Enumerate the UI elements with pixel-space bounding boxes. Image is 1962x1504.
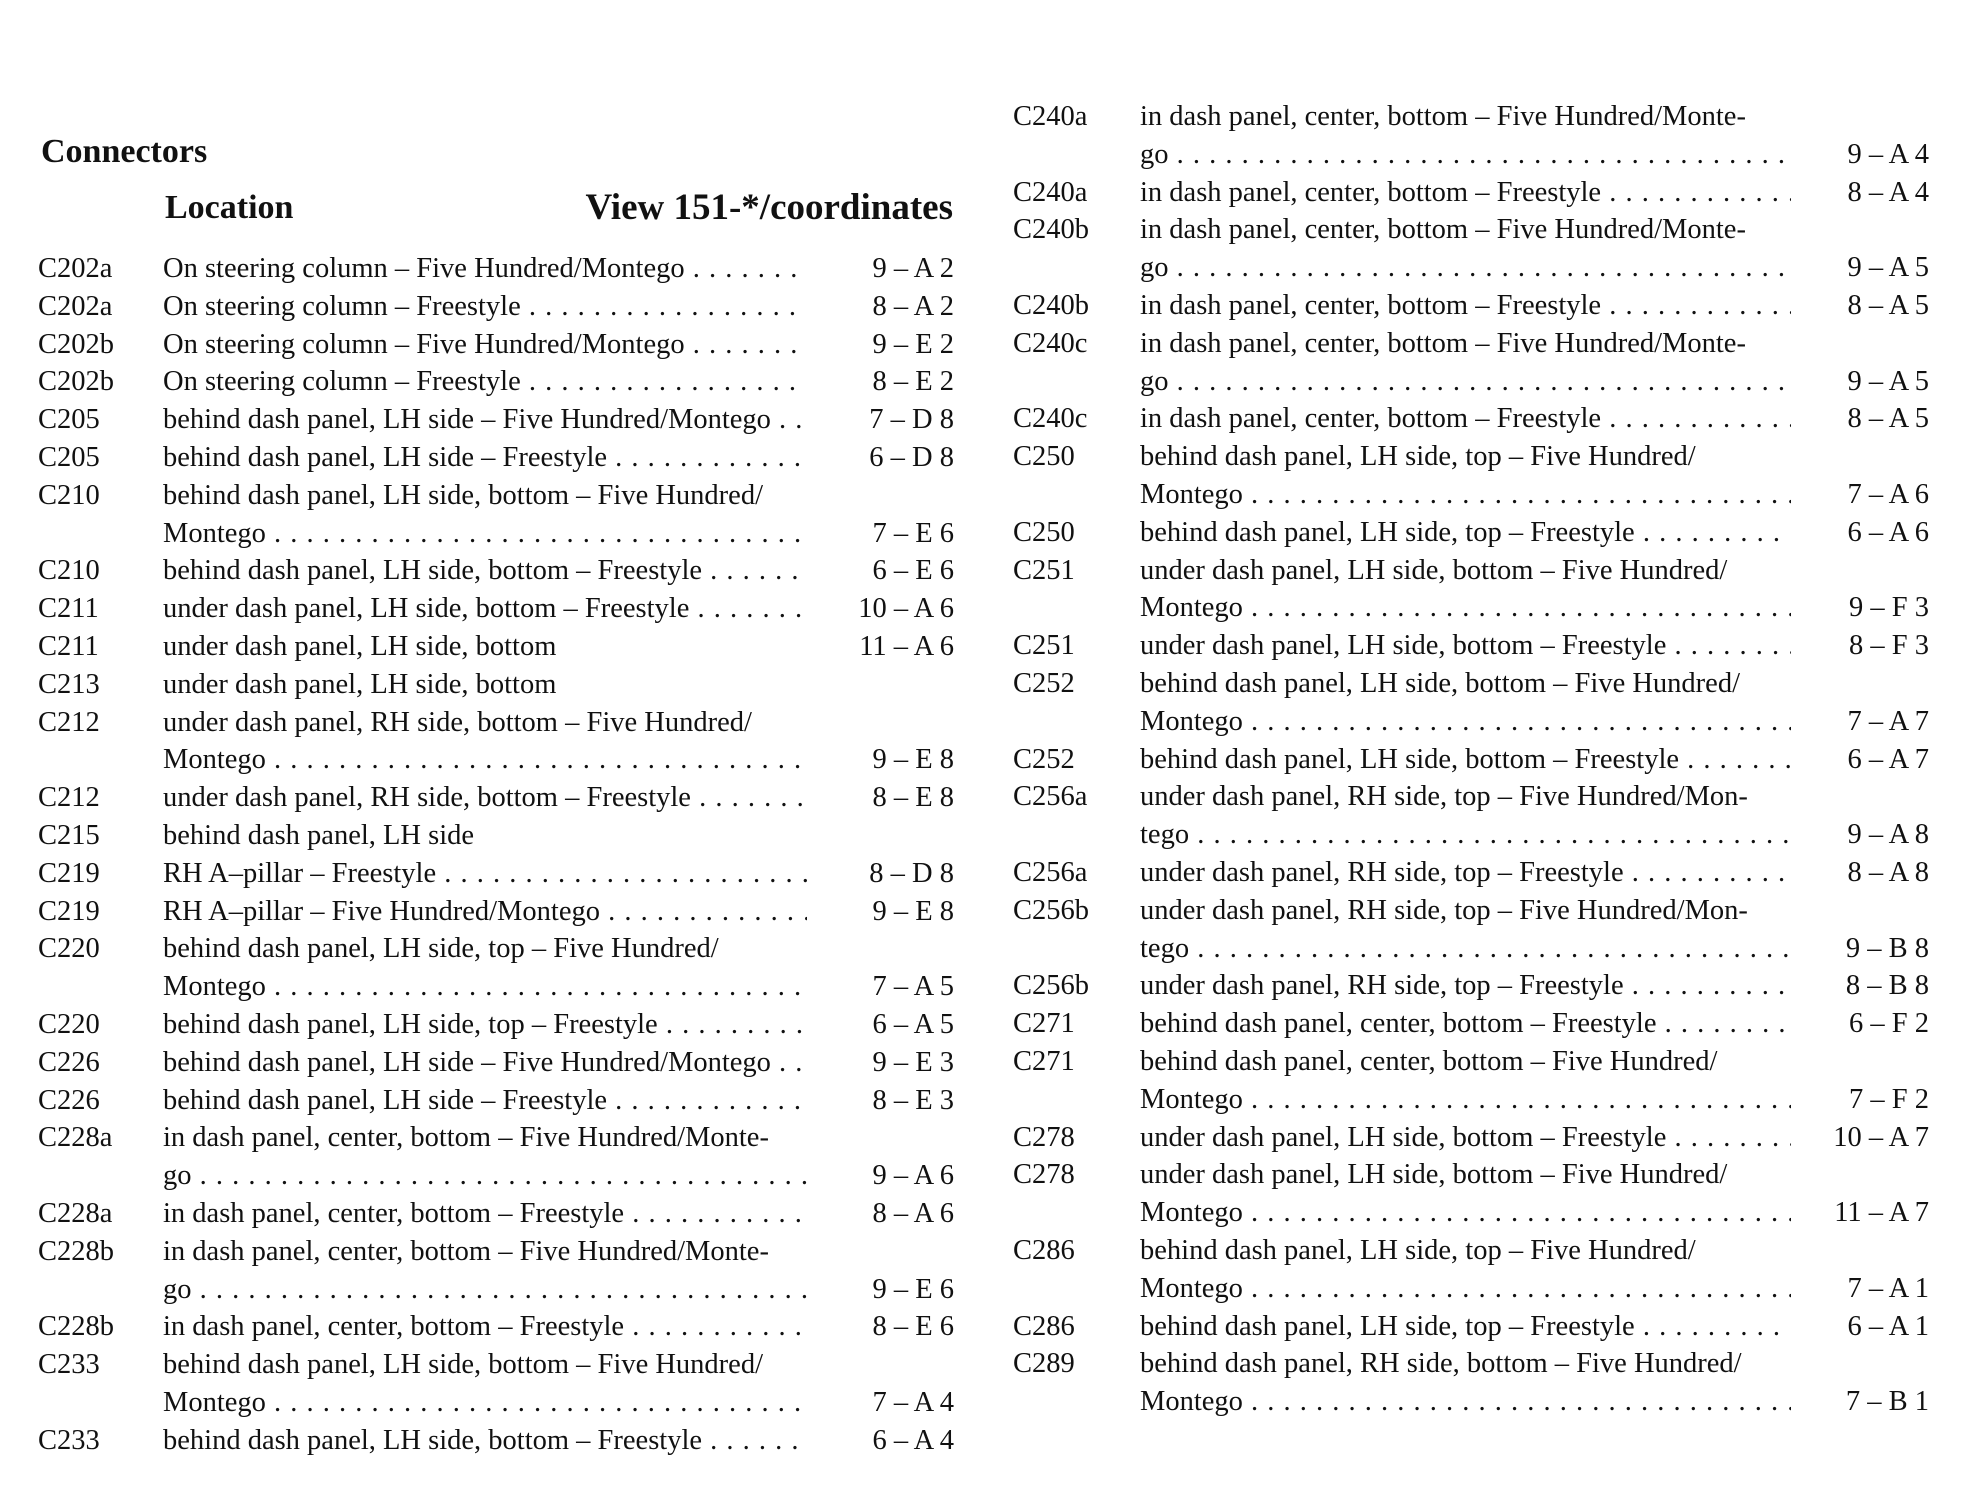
connector-id: C233: [38, 1424, 100, 1456]
connector-entry: [38, 477, 958, 553]
view-coordinate: 9 – E 8: [872, 744, 954, 776]
connector-id: C228a: [38, 1197, 113, 1229]
location-text-line: Montego . . .: [163, 968, 807, 1006]
location-text-line: Montego . . .: [1140, 1383, 1791, 1421]
connector-location: [1140, 967, 1791, 1005]
location-text-line: go . . .: [1140, 249, 1791, 287]
connector-location: [163, 779, 807, 817]
location-text-line: behind dash panel, LH side, top – Five Hundred/: [1140, 1234, 1696, 1266]
connector-entry: [38, 704, 958, 780]
connector-location: [1140, 1043, 1791, 1119]
connector-id: C212: [38, 706, 100, 738]
connector-entry: [1013, 1308, 1933, 1346]
location-text-line: RH A–pillar – Freestyle . . .: [163, 855, 807, 893]
connector-location: [163, 326, 807, 364]
view-coordinate: 6 – A 5: [872, 1008, 954, 1040]
connector-id: C213: [38, 668, 100, 700]
view-coordinate: 9 – F 3: [1849, 592, 1929, 624]
connector-id: C202b: [38, 366, 115, 398]
location-text-line: On steering column – Five Hundred/Montego . . .: [163, 326, 807, 364]
connector-location: [1140, 627, 1791, 665]
connector-id: C289: [1013, 1348, 1075, 1380]
connector-location: [1140, 1119, 1791, 1157]
connector-location: [1140, 174, 1791, 212]
location-text-line: Montego . . .: [1140, 1270, 1791, 1308]
connector-entry: [1013, 854, 1933, 892]
location-text-line: go . . .: [163, 1157, 807, 1195]
connector-id: C202a: [38, 290, 113, 322]
connector-location: [1140, 325, 1791, 401]
connector-id: C250: [1013, 441, 1075, 473]
location-text-line: in dash panel, center, bottom – Freestyle . . .: [163, 1308, 807, 1346]
connector-entry: [1013, 211, 1933, 287]
connector-location: [163, 439, 807, 477]
view-coordinate: 7 – D 8: [869, 404, 954, 436]
location-text-line: in dash panel, center, bottom – Freestyle . . .: [1140, 287, 1791, 325]
connector-id: C251: [1013, 554, 1075, 586]
connector-entry: [1013, 627, 1933, 665]
location-text-line: behind dash panel, center, bottom – Five Hundred/: [1140, 1045, 1718, 1077]
location-text-line: under dash panel, RH side, top – Five Hundred/Mon-: [1140, 894, 1748, 926]
view-coordinate: 10 – A 7: [1833, 1121, 1929, 1153]
view-coordinate: 7 – F 2: [1849, 1083, 1929, 1115]
location-text-line: tego . . .: [1140, 930, 1791, 968]
location-text-line: Montego . . .: [163, 741, 807, 779]
location-text-line: go . . .: [163, 1271, 807, 1309]
connector-entry: [38, 817, 958, 855]
view-coordinate: 9 – E 8: [872, 895, 954, 927]
location-text-line: behind dash panel, LH side, bottom – Freestyle . . .: [163, 1422, 807, 1460]
location-text-line: in dash panel, center, bottom – Five Hundred/Monte-: [1140, 101, 1746, 132]
connector-entry: [38, 326, 958, 364]
connector-entry: [1013, 552, 1933, 628]
location-text-line: go . . .: [1140, 363, 1791, 401]
location-text-line: behind dash panel, LH side, bottom – Freestyle . . .: [1140, 741, 1791, 779]
location-text-line: under dash panel, LH side, bottom: [163, 668, 557, 700]
connector-location: [1140, 287, 1791, 325]
view-coordinate: 8 – D 8: [869, 857, 954, 889]
view-coordinate: 8 – B 8: [1845, 970, 1929, 1002]
connector-id: C250: [1013, 516, 1075, 548]
connector-entry: [38, 1346, 958, 1422]
connector-id: C286: [1013, 1234, 1075, 1266]
connector-location: [163, 666, 807, 704]
connector-id: C205: [38, 441, 100, 473]
view-coordinate: 7 – A 5: [872, 971, 954, 1003]
location-text-line: On steering column – Freestyle . . .: [163, 288, 807, 326]
view-coordinate: 8 – A 5: [1847, 289, 1929, 321]
connector-location: [163, 1082, 807, 1120]
connector-id: C219: [38, 895, 100, 927]
location-text-line: behind dash panel, RH side, bottom – Five Hundred/: [1140, 1348, 1742, 1380]
view-coordinate: 9 – A 4: [1847, 138, 1929, 170]
view-coordinate: 7 – A 4: [872, 1386, 954, 1418]
connector-id: C256b: [1013, 894, 1090, 926]
location-text-line: behind dash panel, LH side, top – Five Hundred/: [1140, 441, 1696, 473]
location-text-line: in dash panel, center, bottom – Freestyle . . .: [163, 1195, 807, 1233]
connector-id: C252: [1013, 667, 1075, 699]
connector-location: [163, 893, 807, 931]
connector-entry: [38, 893, 958, 931]
view-coordinate: 8 – F 3: [1849, 630, 1929, 662]
connector-id: C256a: [1013, 781, 1088, 813]
connector-entry: [38, 628, 958, 666]
view-coordinate: 6 – F 2: [1849, 1008, 1929, 1040]
connector-location: [163, 288, 807, 326]
location-text-line: behind dash panel, LH side, top – Freestyle . . .: [1140, 514, 1791, 552]
location-text-line: Montego . . .: [1140, 1194, 1791, 1232]
connector-id: C228b: [38, 1235, 115, 1267]
connector-entry: [1013, 778, 1933, 854]
view-coordinate: 9 – A 5: [1847, 365, 1929, 397]
connector-id: C220: [38, 1008, 100, 1040]
connector-id: C240a: [1013, 101, 1088, 132]
location-text-line: behind dash panel, LH side – Five Hundred/Montego . . .: [163, 401, 807, 439]
location-text-line: behind dash panel, LH side – Freestyle . . .: [163, 1082, 807, 1120]
view-coordinate: 6 – A 6: [1847, 516, 1929, 548]
location-text-line: in dash panel, center, bottom – Five Hundred/Monte-: [1140, 214, 1746, 246]
view-coordinate: 8 – E 3: [872, 1084, 954, 1116]
connector-location: [163, 855, 807, 893]
connector-entry: [38, 1195, 958, 1233]
view-coordinate: 8 – A 2: [872, 290, 954, 322]
connector-id: C210: [38, 555, 100, 587]
connector-location: [163, 1233, 807, 1309]
location-text-line: Montego . . .: [163, 1384, 807, 1422]
connector-id: C210: [38, 479, 100, 511]
view-coordinate: 9 – A 6: [872, 1160, 954, 1192]
connector-id: C205: [38, 404, 100, 436]
location-text-line: under dash panel, RH side, top – Five Hundred/Mon-: [1140, 781, 1748, 813]
location-text-line: under dash panel, RH side, bottom – Five Hundred/: [163, 706, 752, 738]
connector-id: C252: [1013, 743, 1075, 775]
connector-entry: [1013, 1345, 1933, 1421]
location-text-line: behind dash panel, center, bottom – Freestyle . . .: [1140, 1005, 1791, 1043]
connector-entry: [1013, 287, 1933, 325]
view-coordinate: 7 – A 7: [1847, 705, 1929, 737]
connector-id: C256a: [1013, 856, 1088, 888]
connector-location: [1140, 211, 1791, 287]
view-coordinate: 8 – A 6: [872, 1197, 954, 1229]
location-text-line: behind dash panel, LH side – Five Hundred/Montego . . .: [163, 1044, 807, 1082]
connector-entry: [1013, 514, 1933, 552]
connector-location: [163, 1422, 807, 1460]
connector-id: C256b: [1013, 970, 1090, 1002]
right-connector-list: [1013, 98, 1933, 1421]
section-title: Connectors: [41, 133, 208, 170]
connector-id: C215: [38, 819, 100, 851]
location-text-line: under dash panel, RH side, top – Freestyle . . .: [1140, 854, 1791, 892]
view-coordinate: 11 – A 7: [1834, 1197, 1929, 1229]
view-coordinate: 8 – E 6: [872, 1311, 954, 1343]
connector-location: [163, 1119, 807, 1195]
view-coordinate: 9 – E 3: [872, 1046, 954, 1078]
connector-id: C251: [1013, 630, 1075, 662]
location-text-line: behind dash panel, LH side, top – Five Hundred/: [163, 933, 719, 965]
connector-entry: [1013, 1119, 1933, 1157]
view-coordinate: 8 – A 8: [1847, 856, 1929, 888]
connector-entry: [38, 401, 958, 439]
connector-location: [163, 250, 807, 288]
view-coordinate: 7 – B 1: [1845, 1386, 1929, 1418]
connector-id: C278: [1013, 1121, 1075, 1153]
connector-location: [1140, 98, 1791, 174]
connector-entry: [38, 1233, 958, 1309]
location-text-line: go . . .: [1140, 136, 1791, 174]
connector-id: C212: [38, 782, 100, 814]
location-text-line: under dash panel, LH side, bottom – Five Hundred/: [1140, 1159, 1728, 1191]
view-coordinate: 7 – A 6: [1847, 478, 1929, 510]
connector-entry: [38, 250, 958, 288]
connector-entry: [1013, 1005, 1933, 1043]
view-coordinate: 6 – A 7: [1847, 743, 1929, 775]
connector-entry: [38, 363, 958, 401]
connector-entry: [1013, 98, 1933, 174]
connector-entry: [1013, 438, 1933, 514]
view-coordinate: 8 – E 2: [872, 366, 954, 398]
location-text-line: behind dash panel, LH side, top – Freestyle . . .: [1140, 1308, 1791, 1346]
connector-entry: [38, 930, 958, 1006]
connector-location: [163, 363, 807, 401]
connector-id: C211: [38, 593, 99, 625]
connector-id: C202b: [38, 328, 115, 360]
connector-id: C226: [38, 1046, 100, 1078]
location-text-line: Montego . . .: [163, 515, 807, 553]
connector-entry: [1013, 665, 1933, 741]
view-coordinate: 9 – A 8: [1847, 819, 1929, 851]
location-text-line: under dash panel, LH side, bottom – Five Hundred/: [1140, 554, 1728, 586]
location-text-line: behind dash panel, LH side, bottom – Freestyle . . .: [163, 552, 807, 590]
location-text-line: in dash panel, center, bottom – Five Hundred/Monte-: [163, 1235, 769, 1267]
view-coordinate: 11 – A 6: [859, 630, 954, 662]
location-text-line: behind dash panel, LH side: [163, 819, 475, 851]
connector-entry: [38, 1044, 958, 1082]
connector-entry: [38, 1082, 958, 1120]
connector-location: [163, 817, 807, 855]
connector-id: C219: [38, 857, 100, 889]
view-coordinate: 6 – A 4: [872, 1424, 954, 1456]
connector-location: [1140, 1345, 1791, 1421]
location-text-line: in dash panel, center, bottom – Freestyle . . .: [1140, 174, 1791, 212]
view-coordinate: 7 – E 6: [872, 517, 954, 549]
connector-location: [163, 401, 807, 439]
connector-id: C233: [38, 1349, 100, 1381]
connector-location: [163, 1346, 807, 1422]
connector-id: C271: [1013, 1008, 1075, 1040]
view-coordinate: 9 – E 2: [872, 328, 954, 360]
location-text-line: behind dash panel, LH side, bottom – Five Hundred/: [163, 1349, 763, 1381]
location-text-line: behind dash panel, LH side, bottom – Five Hundred/: [163, 479, 763, 511]
connector-id: C228a: [38, 1122, 113, 1154]
view-coordinate: 8 – A 5: [1847, 403, 1929, 435]
connector-location: [1140, 892, 1791, 968]
location-text-line: On steering column – Freestyle . . .: [163, 363, 807, 401]
connector-location: [1140, 1308, 1791, 1346]
location-text-line: Montego . . .: [1140, 1081, 1791, 1119]
connector-id: C226: [38, 1084, 100, 1116]
connector-entry: [38, 1422, 958, 1460]
connector-id: C271: [1013, 1045, 1075, 1077]
connector-location: [163, 552, 807, 590]
connector-entry: [1013, 325, 1933, 401]
connector-entry: [1013, 1156, 1933, 1232]
connector-id: C211: [38, 630, 99, 662]
connector-location: [163, 628, 807, 666]
connector-entry: [1013, 1232, 1933, 1308]
connector-location: [1140, 665, 1791, 741]
connector-location: [1140, 778, 1791, 854]
connector-entry: [1013, 741, 1933, 779]
connector-entry: [38, 590, 958, 628]
location-text-line: in dash panel, center, bottom – Five Hundred/Monte-: [163, 1122, 769, 1154]
view-coordinate: 10 – A 6: [858, 593, 954, 625]
connector-location: [163, 1308, 807, 1346]
connector-entry: [38, 666, 958, 704]
connector-id: C228b: [38, 1311, 115, 1343]
view-coordinate: 6 – E 6: [872, 555, 954, 587]
view-coordinate: 9 – B 8: [1845, 932, 1929, 964]
connector-entry: [38, 1119, 958, 1195]
connector-id: C286: [1013, 1310, 1075, 1342]
connector-entry: [1013, 892, 1933, 968]
connector-location: [163, 1006, 807, 1044]
location-column-header: Location: [165, 189, 294, 226]
connector-location: [1140, 741, 1791, 779]
connector-id: C240a: [1013, 176, 1088, 208]
connector-entry: [38, 1308, 958, 1346]
connector-id: C220: [38, 933, 100, 965]
location-text-line: behind dash panel, LH side, bottom – Five Hundred/: [1140, 667, 1740, 699]
connector-id: C202a: [38, 253, 113, 284]
location-text-line: On steering column – Five Hundred/Montego . . .: [163, 250, 807, 288]
connector-id: C278: [1013, 1159, 1075, 1191]
left-connector-list: [38, 250, 958, 1460]
location-text-line: tego . . .: [1140, 816, 1791, 854]
connector-entry: [38, 288, 958, 326]
connector-id: C240c: [1013, 403, 1088, 435]
connector-location: [1140, 400, 1791, 438]
location-text-line: RH A–pillar – Five Hundred/Montego . . .: [163, 893, 807, 931]
connector-id: C240b: [1013, 289, 1090, 321]
location-text-line: Montego . . .: [1140, 703, 1791, 741]
view-coordinate: 8 – E 8: [872, 782, 954, 814]
location-text-line: under dash panel, RH side, bottom – Freestyle . . .: [163, 779, 807, 817]
location-text-line: in dash panel, center, bottom – Freestyle . . .: [1140, 400, 1791, 438]
location-text-line: behind dash panel, LH side – Freestyle . . .: [163, 439, 807, 477]
location-text-line: under dash panel, LH side, bottom – Freestyle . . .: [163, 590, 807, 628]
connector-location: [1140, 1232, 1791, 1308]
location-text-line: behind dash panel, LH side, top – Freestyle . . .: [163, 1006, 807, 1044]
location-text-line: Montego . . .: [1140, 589, 1791, 627]
view-coordinate: 6 – A 1: [1847, 1310, 1929, 1342]
view-coordinates-column-header: View 151-*/coordinates: [585, 187, 953, 228]
view-coordinate: 9 – E 6: [872, 1273, 954, 1305]
view-coordinate: 7 – A 1: [1847, 1272, 1929, 1304]
connector-entry: [38, 1006, 958, 1044]
connector-entry: [1013, 1043, 1933, 1119]
connector-entry: [38, 439, 958, 477]
connector-location: [1140, 1005, 1791, 1043]
connector-location: [163, 930, 807, 1006]
connector-entry: [1013, 400, 1933, 438]
connector-location: [163, 1195, 807, 1233]
location-text-line: in dash panel, center, bottom – Five Hundred/Monte-: [1140, 327, 1746, 359]
location-text-line: under dash panel, RH side, top – Freestyle . . .: [1140, 967, 1791, 1005]
connector-entry: [38, 552, 958, 590]
connector-entry: [38, 855, 958, 893]
connector-id: C240b: [1013, 214, 1090, 246]
connector-entry: [1013, 174, 1933, 212]
view-coordinate: 8 – A 4: [1847, 176, 1929, 208]
location-text-line: under dash panel, LH side, bottom – Freestyle . . .: [1140, 627, 1791, 665]
connector-location: [163, 1044, 807, 1082]
connector-id: C240c: [1013, 327, 1088, 359]
location-text-line: under dash panel, LH side, bottom – Freestyle . . .: [1140, 1119, 1791, 1157]
location-text-line: under dash panel, LH side, bottom: [163, 630, 557, 662]
connector-entry: [1013, 967, 1933, 1005]
view-coordinate: 6 – D 8: [869, 441, 954, 473]
view-coordinate: 9 – A 2: [872, 253, 954, 284]
connector-location: [1140, 1156, 1791, 1232]
connector-location: [1140, 854, 1791, 892]
view-coordinate: 9 – A 5: [1847, 252, 1929, 284]
connector-entry: [38, 779, 958, 817]
connector-location: [1140, 552, 1791, 628]
connector-location: [163, 704, 807, 780]
connector-location: [1140, 438, 1791, 514]
connector-location: [163, 590, 807, 628]
connector-location: [163, 477, 807, 553]
location-text-line: Montego . . .: [1140, 476, 1791, 514]
connector-location: [1140, 514, 1791, 552]
